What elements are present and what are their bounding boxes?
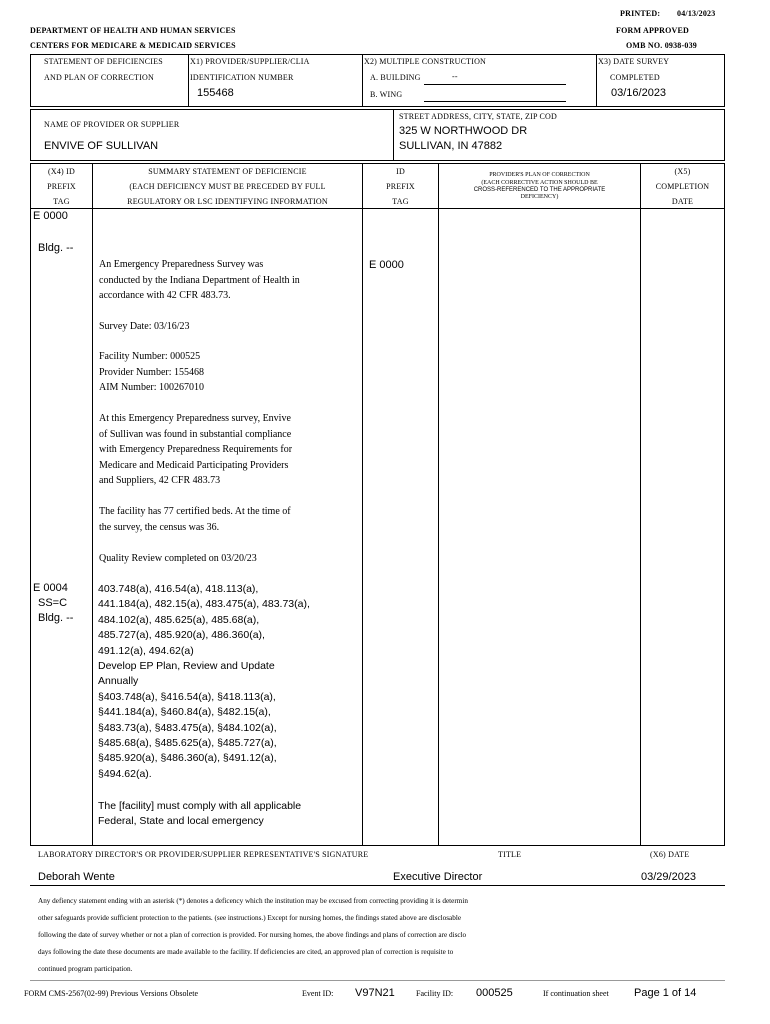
plan-header-2: (EACH CORRECTIVE ACTION SHOULD BE: [481, 180, 598, 186]
grid-col-divider-3: [438, 163, 439, 845]
plan-header: PROVIDER'S PLAN OF CORRECTION: [489, 172, 590, 178]
x4-header: (X4) ID: [48, 167, 75, 176]
grid-top-border: [30, 163, 725, 164]
grid-right-border: [724, 163, 725, 845]
text-line: The [facility] must comply with all applicable: [98, 800, 302, 812]
text-line: 441.184(a), 482.15(a), 483.475(a), 483.73(a),: [98, 598, 310, 611]
printed-date: 04/13/2023: [677, 9, 716, 18]
event-id-value: V97N21: [355, 987, 395, 999]
plan-header-4: DEFICIENCY): [520, 194, 559, 200]
facility-id-value: 000525: [476, 987, 513, 999]
text-line: 485.727(a), 485.920(a), 486.360(a),: [98, 629, 265, 642]
box1-right-border: [724, 54, 725, 106]
omb-number: OMB NO. 0938-039: [626, 41, 697, 50]
disclaimer-line: days following the date these documents are made available to the facility. If deficiencies are cited, an approved plan of correction is requisite to: [38, 948, 454, 956]
disclaimer-block: [38, 893, 728, 978]
grid-col-divider-2: [362, 163, 363, 845]
facility-info-block: [99, 349, 361, 396]
id-tag-e0000: E 0000: [369, 259, 404, 271]
summary-header-2: (EACH DEFICIENCY MUST BE PRECEDED BY FULL: [129, 182, 326, 191]
box2-right-border: [724, 109, 725, 160]
printed-label: PRINTED:: [620, 9, 661, 18]
id-header-3: TAG: [392, 197, 409, 206]
signer-title: Executive Director: [393, 871, 483, 883]
facility-id-label: Facility ID:: [416, 989, 454, 998]
census-paragraph: [99, 504, 361, 535]
survey-intro-paragraph: [99, 257, 361, 304]
disclaimer-line: following the date of survey whether or not a plan of correction is provided. For nursing homes, the above findings and plans of correction are disclo: [38, 931, 467, 939]
text-line: The facility has 77 certified beds. At the time of: [99, 506, 291, 517]
box1-divider-1: [188, 54, 189, 106]
event-id-label: Event ID:: [302, 989, 334, 998]
summary-header-3: REGULATORY OR LSC IDENTIFYING INFORMATION: [127, 197, 328, 206]
text-line: §494.62(a).: [98, 767, 152, 780]
box1-bottom-border: [30, 106, 725, 107]
text-line: conducted by the Indiana Department of Health in: [99, 274, 300, 286]
box1-divider-3: [596, 54, 597, 106]
column-header-bottom: [30, 208, 725, 209]
prefix-tag-e0000: E 0000: [33, 210, 68, 222]
department-title: DEPARTMENT OF HEALTH AND HUMAN SERVICES: [30, 26, 236, 35]
box1-top-border: [30, 54, 725, 55]
text-line: Facility Number: 000525: [99, 351, 201, 362]
disclaimer-line: Any defiency statement ending with an asterisk (*) denotes a deficency which the institution may be excused from correcting providing it is determin: [38, 897, 468, 905]
text-line: Annually: [98, 675, 139, 688]
regulation-block: [98, 582, 361, 782]
bldg-label-2: Bldg. --: [38, 612, 74, 624]
x3-label-2: COMPLETED: [610, 73, 660, 82]
summary-header: SUMMARY STATEMENT OF DEFICIENCIE: [148, 167, 307, 176]
form-approved: FORM APPROVED: [616, 26, 690, 35]
text-line: the survey, the census was 36.: [99, 521, 220, 533]
text-line: 403.748(a), 416.54(a), 418.113(a),: [98, 583, 259, 595]
text-line: §483.73(a), §483.475(a), §484.102(a),: [98, 721, 277, 734]
text-line: AIM Number: 100267010: [99, 382, 204, 393]
text-line: of Sullivan was found in substantial compliance: [99, 428, 292, 440]
text-line: Federal, State and local emergency: [98, 815, 264, 828]
x5-header: (X5): [674, 167, 691, 176]
bldg-label-1: Bldg. --: [38, 242, 74, 254]
date-label: (X6) DATE: [650, 850, 690, 859]
prefix-tag-e0004: E 0004: [33, 582, 68, 594]
grid-bottom-border: [30, 845, 725, 846]
x1-label: X1) PROVIDER/SUPPLIER/CLIA: [190, 57, 310, 66]
x2-label: X2) MULTIPLE CONSTRUCTION: [364, 57, 487, 66]
title-label: TITLE: [498, 850, 522, 859]
signature-underline: [30, 885, 725, 886]
disclaimer-line: other safeguards provide sufficient protection to the patients. (see instructions.) Except for nursing homes, the findings stated above are disclosable: [38, 914, 462, 922]
grid-col-divider-4: [640, 163, 641, 845]
disclaimer-line: continued program participation.: [38, 965, 133, 973]
text-line: §441.184(a), §460.84(a), §482.15(a),: [98, 706, 271, 719]
x1-label-2: IDENTIFICATION NUMBER: [190, 73, 294, 82]
x5-header-3: DATE: [671, 197, 694, 206]
statement-label: STATEMENT OF DEFICIENCIES: [44, 57, 163, 66]
id-header-2: PREFIX: [386, 182, 415, 191]
x5-header-2: COMPLETION: [655, 182, 710, 191]
box1-left-border: [30, 54, 31, 106]
text-line: with Emergency Preparedness Requirements for: [99, 444, 293, 455]
form-number: FORM CMS-2567(02-99) Previous Versions Obsolete: [24, 989, 199, 998]
plan-header-3: CROSS-REFERENCED TO THE APPROPRIATE: [473, 187, 606, 193]
provider-name-label: NAME OF PROVIDER OR SUPPLIER: [44, 120, 180, 129]
centers-title: CENTERS FOR MEDICARE & MEDICAID SERVICES: [30, 41, 236, 50]
building-underline: [424, 84, 566, 85]
continuation-label: If continuation sheet: [543, 989, 609, 998]
signature-label: LABORATORY DIRECTOR'S OR PROVIDER/SUPPLIER REPRESENTATIVE'S SIGNATURE: [38, 850, 369, 859]
text-line: §485.68(a), §485.625(a), §485.727(a),: [98, 737, 277, 750]
box2-bottom-border: [30, 160, 725, 161]
box2-left-border: [30, 109, 31, 160]
text-line: At this Emergency Preparedness survey, Envive: [99, 413, 291, 424]
plan-label: AND PLAN OF CORRECTION: [44, 73, 154, 82]
text-line: An Emergency Preparedness Survey was: [99, 259, 264, 270]
text-line: 491.12(a), 494.62(a): [98, 644, 194, 657]
signature-date: 03/29/2023: [641, 871, 697, 883]
compliance-paragraph: [99, 411, 361, 489]
box1-divider-2: [362, 54, 363, 106]
address-line-1: 325 W NORTHWOOD DR: [399, 125, 528, 137]
address-line-2: SULLIVAN, IN 47882: [399, 140, 503, 152]
box2-divider: [393, 109, 394, 160]
text-line: 484.102(a), 485.625(a), 485.68(a),: [98, 613, 260, 626]
comply-paragraph: [98, 799, 361, 830]
x3-label: X3) DATE SURVEY: [598, 57, 670, 66]
x4-header-3: TAG: [53, 197, 70, 206]
survey-date-value: 03/16/2023: [611, 87, 667, 99]
wing-underline: [424, 101, 566, 102]
quality-review-line: Quality Review completed on 03/20/23: [99, 553, 257, 564]
text-line: §485.920(a), §486.360(a), §491.12(a),: [98, 752, 277, 765]
text-line: Develop EP Plan, Review and Update: [98, 660, 275, 673]
wing-label: B. WING: [370, 90, 403, 99]
scope-severity: SS=C: [38, 597, 68, 609]
grid-left-border: [30, 163, 31, 845]
provider-name-value: ENVIVE OF SULLIVAN: [44, 140, 159, 152]
text-line: and Suppliers, 42 CFR 483.73: [99, 475, 221, 486]
grid-col-divider-1: [92, 163, 93, 845]
page-number: Page 1 of 14: [634, 987, 697, 999]
id-header: ID: [396, 167, 405, 176]
text-line: Medicare and Medicaid Participating Providers: [99, 459, 289, 471]
x4-header-2: PREFIX: [47, 182, 76, 191]
provider-id-value: 155468: [197, 87, 234, 99]
building-label: A. BUILDING: [370, 73, 421, 82]
building-value: --: [452, 72, 458, 81]
text-line: accordance with 42 CFR 483.73.: [99, 290, 231, 301]
text-line: Provider Number: 155468: [99, 366, 204, 378]
signer-name: Deborah Wente: [38, 871, 115, 883]
survey-date-line: Survey Date: 03/16/23: [99, 321, 190, 332]
address-label: STREET ADDRESS, CITY, STATE, ZIP COD: [399, 112, 557, 121]
text-line: §403.748(a), §416.54(a), §418.113(a),: [98, 690, 276, 703]
box2-top-border: [30, 109, 725, 110]
footer-rule: [30, 980, 725, 981]
